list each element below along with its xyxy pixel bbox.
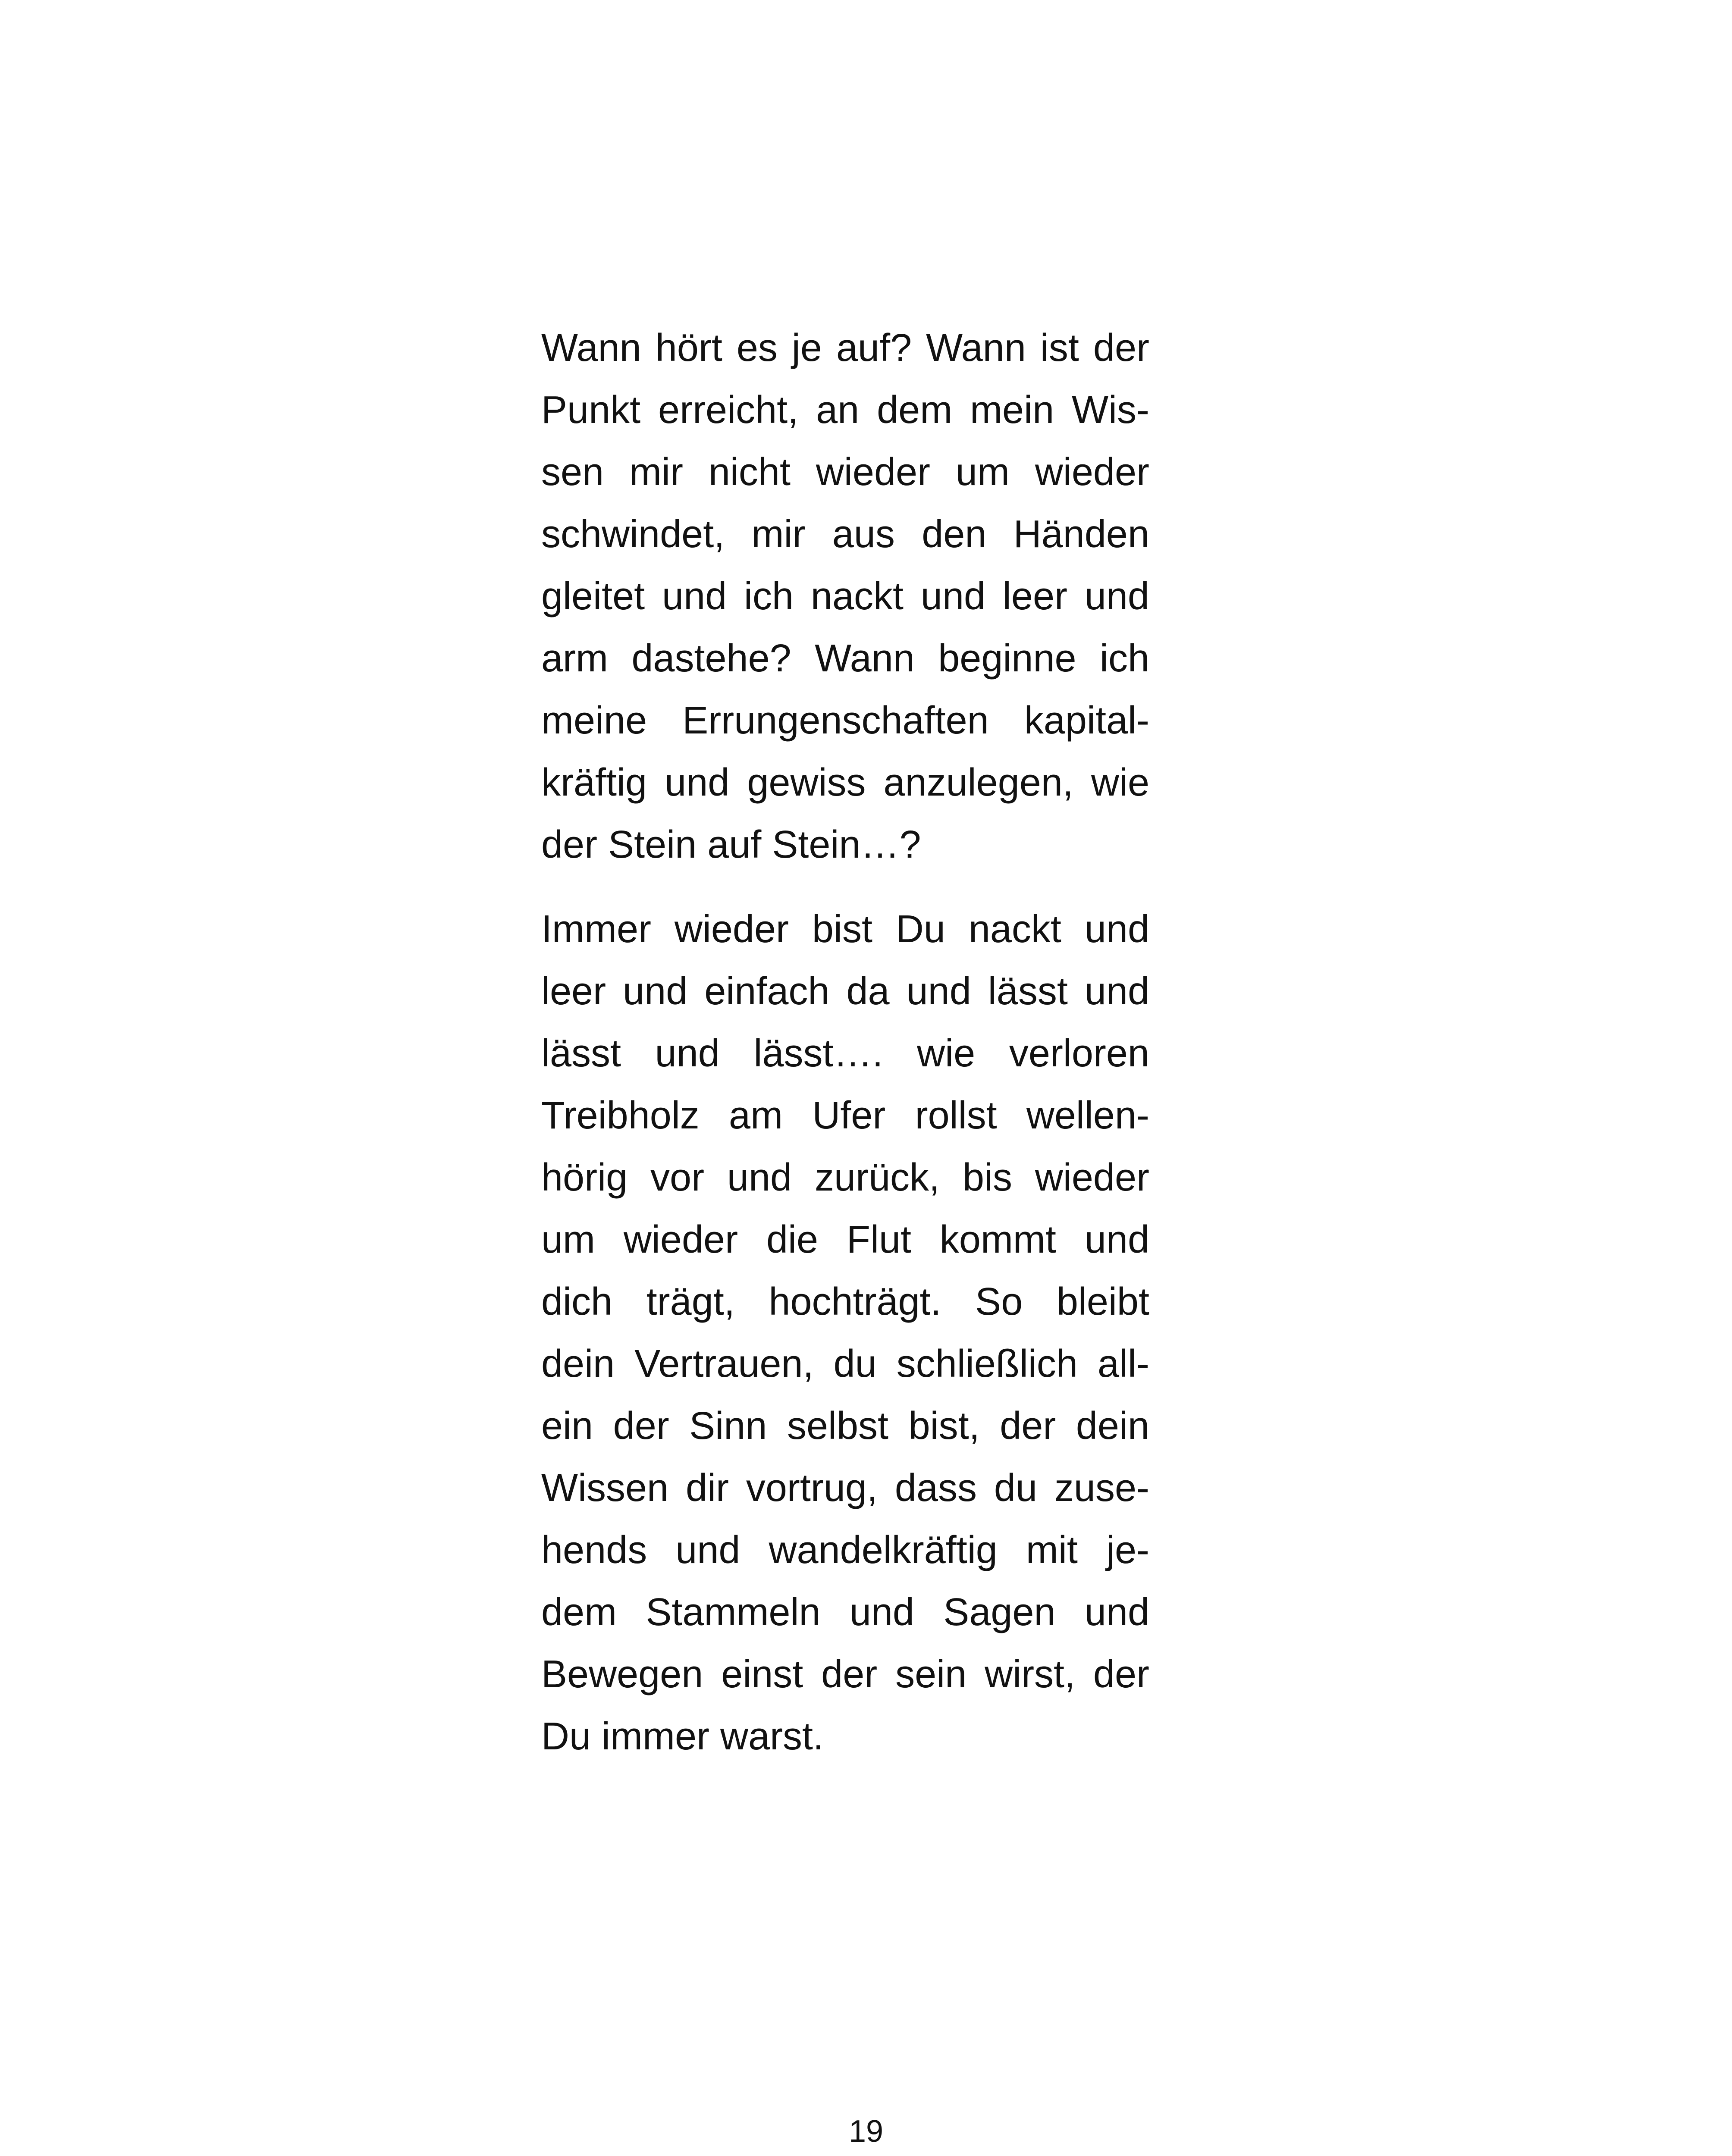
text-line: Immer wieder bist Du nackt und [541, 908, 1149, 951]
text-line: hörig vor und zurück, bis wieder [541, 1156, 1149, 1199]
text-line: Du immer warst. [541, 1715, 824, 1758]
text-line: leer und einfach da und lässt und [541, 970, 1149, 1013]
text-line: Wann hört es je auf? Wann ist der [541, 326, 1149, 370]
text-line: dein Vertrauen, du schließlich all- [541, 1342, 1149, 1385]
text-line: hends und wandelkräftig mit je- [541, 1529, 1149, 1572]
text-line: dich trägt, hochträgt. So bleibt [541, 1280, 1149, 1323]
text-column [541, 317, 1149, 1767]
text-line: Treibholz am Ufer rollst wellen- [541, 1094, 1149, 1137]
text-line: dem Stammeln und Sagen und [541, 1591, 1149, 1634]
text-line: lässt und lässt…. wie verloren [541, 1032, 1149, 1075]
paragraph-1 [541, 317, 1149, 876]
text-line: arm dastehe? Wann beginne ich [541, 637, 1149, 680]
text-line: ein der Sinn selbst bist, der dein [541, 1404, 1149, 1448]
paragraph-2 [541, 898, 1149, 1767]
text-line: Wissen dir vortrug, dass du zuse- [541, 1467, 1149, 1510]
text-line: gleitet und ich nackt und leer und [541, 575, 1149, 618]
text-line: um wieder die Flut kommt und [541, 1218, 1149, 1261]
text-line: kräftig und gewiss anzulegen, wie [541, 761, 1149, 804]
text-line: der Stein auf Stein…? [541, 823, 921, 866]
text-line: meine Errungenschaften kapital- [541, 699, 1149, 742]
text-line: Bewegen einst der sein wirst, der [541, 1653, 1149, 1696]
text-line: Punkt erreicht, an dem mein Wis- [541, 389, 1149, 432]
text-line: sen mir nicht wieder um wieder [541, 451, 1149, 494]
text-line: schwindet, mir aus den Händen [541, 513, 1149, 556]
page-number: 19 [848, 2114, 884, 2149]
